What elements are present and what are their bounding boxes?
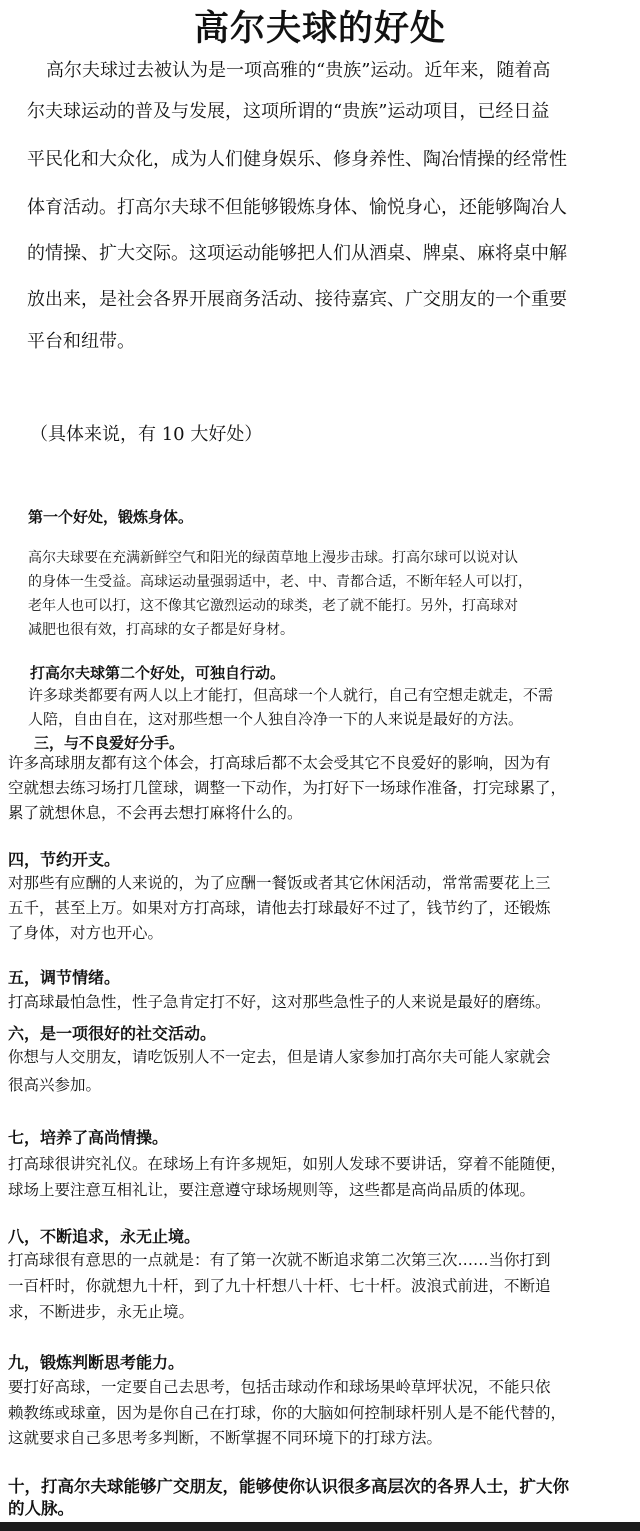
- intro-line: 体育活动。打高尔夫球不但能够锻炼身体、愉悦身心，还能够陶冶人: [27, 197, 567, 218]
- section-line: 累了就想休息，不会再去想打麻将什么的。: [8, 804, 303, 822]
- section-heading: 三，与不良爱好分手。: [34, 734, 185, 752]
- section-line: 减肥也很有效，打高球的女子都是好身材。: [28, 622, 294, 638]
- section-line: 许多球类都要有两人以上才能打，但高球一个人就行，自己有空想走就走，不需: [28, 686, 554, 704]
- section-line: 空就想去练习场打几筐球，调整一下动作，为打好下一场球作准备，打完球累了，: [8, 779, 567, 797]
- section-heading: 八，不断追求，永无止境。: [8, 1227, 201, 1246]
- section-line: 的身体一生受益。高球运动量强弱适中，老、中、青都合适，不断年轻人可以打，: [28, 574, 532, 590]
- section-heading: 九，锻炼判断思考能力。: [8, 1353, 185, 1372]
- section-line: 高尔夫球要在充满新鲜空气和阳光的绿茵草地上漫步击球。打高尔球可以说对认: [28, 550, 518, 566]
- bottom-edge-bar: [0, 1522, 640, 1531]
- section-line: 球场上要注意互相礼让，要注意遵守球场规则等，这些都是高尚品质的体现。: [8, 1181, 536, 1199]
- section-line: 你想与人交朋友，请吃饭别人不一定去，但是请人家参加打高尔夫可能人家就会: [8, 1048, 551, 1066]
- section-line: 五千，甚至上万。如果对方打高球，请他去打球最好不过了，钱节约了，还锻炼: [8, 899, 551, 917]
- intro-line: 平台和纽带。: [27, 331, 135, 352]
- section-line: 人陪，自由自在，这对那些想一个人独自冷净一下的人来说是最好的方法。: [28, 710, 524, 728]
- section-line: 许多高球朋友都有这个体会，打高球后都不太会受其它不良爱好的影响，因为有: [8, 754, 551, 772]
- section-line: 一百杆时，你就想九十杆，到了九十杆想八十杆、七十杆。波浪式前进，不断追: [8, 1277, 551, 1295]
- section-line: 老年人也可以打，这不像其它激烈运动的球类，老了就不能打。另外，打高球对: [28, 598, 518, 614]
- section-heading: 的人脉。: [8, 1499, 74, 1518]
- intro-line: 高尔夫球过去被认为是一项高雅的“贵族”运动。近年来，随着高: [46, 60, 551, 81]
- section-line: 了身体，对方也开心。: [8, 924, 164, 942]
- section-heading: 四，节约开支。: [8, 850, 121, 869]
- section-heading: 第一个好处，锻炼身体。: [28, 508, 194, 526]
- section-line: 这就要求自己多思考多判断，不断掌握不同环境下的打球方法。: [8, 1429, 443, 1447]
- section-heading: 七，培养了高尚情操。: [8, 1128, 169, 1147]
- intro-line: 平民化和大众化，成为人们健身娱乐、修身养性、陶冶情操的经常性: [27, 149, 567, 170]
- section-heading: 六，是一项很好的社交活动。: [8, 1024, 217, 1043]
- section-line: 打高球最怕急性，性子急肯定打不好，这对那些急性子的人来说是最好的磨练。: [8, 993, 551, 1011]
- section-heading: 十，打高尔夫球能够广交朋友，能够使你认识很多高层次的各界人士，扩大你: [8, 1477, 569, 1496]
- intro-line: 的情操、扩大交际。这项运动能够把人们从酒桌、牌桌、麻将桌中解: [27, 243, 567, 264]
- section-heading: 五，调节情绪。: [8, 968, 121, 987]
- ten-benefits-note: （具体来说，有 10 大好处）: [30, 424, 263, 445]
- intro-line: 尔夫球运动的普及与发展，这项所谓的“贵族”运动项目，已经日益: [27, 101, 550, 122]
- section-line: 对那些有应酬的人来说的，为了应酬一餐饭或者其它休闲活动，常常需要花上三: [8, 874, 551, 892]
- section-heading: 打高尔夫球第二个好处，可独自行动。: [30, 664, 286, 682]
- section-line: 要打好高球，一定要自己去思考，包括击球动作和球场果岭草坪状况，不能只依: [8, 1378, 551, 1396]
- intro-line: 放出来，是社会各界开展商务活动、接待嘉宾、广交朋友的一个重要: [27, 289, 567, 310]
- section-line: 打高球很讲究礼仪。在球场上有许多规矩，如别人发球不要讲话，穿着不能随便，: [8, 1155, 567, 1173]
- section-line: 很高兴参加。: [8, 1076, 102, 1094]
- section-line: 打高球很有意思的一点就是：有了第一次就不断追求第二次第三次……当你打到: [8, 1251, 551, 1269]
- section-line: 求，不断进步，永无止境。: [8, 1303, 195, 1321]
- section-line: 赖教练或球童，因为是你自己在打球，你的大脑如何控制球杆别人是不能代替的，: [8, 1404, 567, 1422]
- article-title: 高尔夫球的好处: [193, 8, 446, 49]
